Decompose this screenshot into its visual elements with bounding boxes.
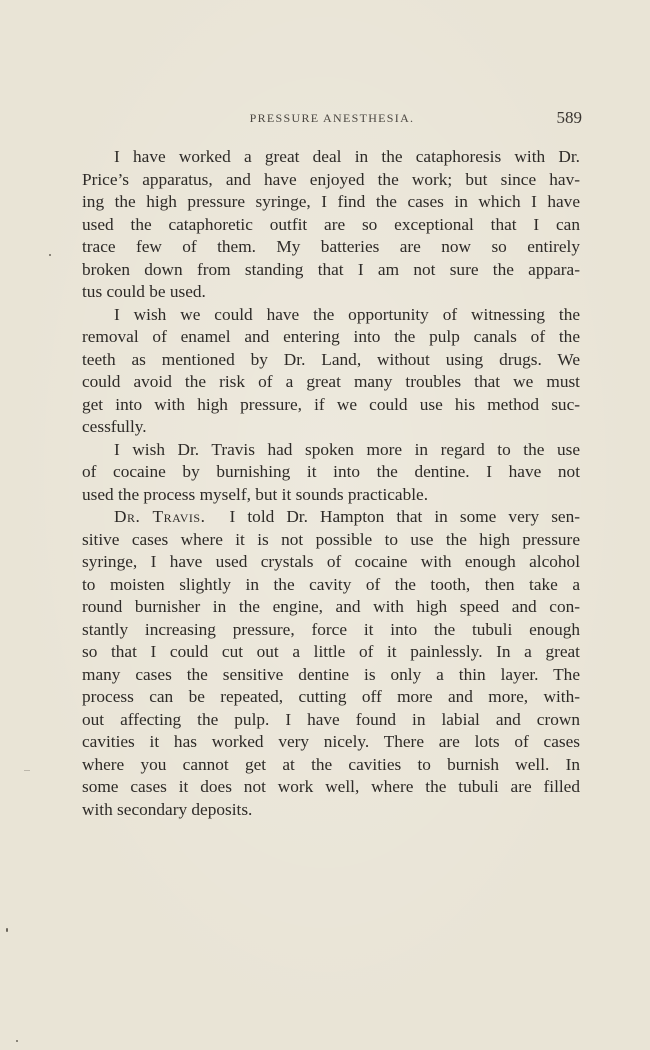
paragraph-4 <box>82 506 580 821</box>
text-line: many cases the sensitive dentine is only a thin layer. The <box>82 664 580 684</box>
running-title: PRESSURE ANESTHESIA. <box>249 111 415 125</box>
text-line: ing the high pressure syringe, I find the cases in which I have <box>82 192 580 211</box>
first-line-text: I told Dr. Hampton that in some very sen- <box>229 507 580 526</box>
text-line: I have worked a great deal in the cataphoresis with Dr. <box>114 147 580 166</box>
paper-speck <box>49 254 51 256</box>
paragraph-2 <box>82 304 580 439</box>
text-line: I wish we could have the opportunity of witnessing the <box>114 304 580 324</box>
text-line: sitive cases where it is not possible to use the high pressure <box>82 529 580 549</box>
text-line: to moisten slightly in the cavity of the tooth, then take a <box>82 574 580 594</box>
paper-speck <box>16 1040 18 1042</box>
text-line: where you cannot get at the cavities to burnish well. In <box>82 754 580 774</box>
text-line: cessfully. <box>82 417 147 436</box>
text-line <box>82 506 580 529</box>
paragraph-1 <box>82 146 580 304</box>
text-line: so that I could cut out a little of it painlessly. In a great <box>82 642 580 661</box>
body-text <box>82 146 580 821</box>
text-line: stantly increasing pressure, force it into the tubuli enough <box>82 619 580 639</box>
page-number: 589 <box>556 108 582 127</box>
text-line: with secondary deposits. <box>82 799 253 819</box>
text-line: used the cataphoretic outfit are so exceptional that I can <box>82 214 580 234</box>
running-head <box>82 108 582 130</box>
paragraph-3 <box>82 439 580 507</box>
text-line: out affecting the pulp. I have found in labial and crown <box>82 709 580 729</box>
text-line: broken down from standing that I am not sure the appara- <box>82 259 580 279</box>
text-line: Price’s apparatus, and have enjoyed the work; but since hav- <box>82 169 580 189</box>
text-line: cavities it has worked very nicely. There are lots of cases <box>82 732 580 751</box>
text-line: of cocaine by burnishing it into the dentine. I have not <box>82 462 580 481</box>
text-line: some cases it does not work well, where the tubuli are filled <box>82 777 580 796</box>
text-line: process can be repeated, cutting off more and more, with- <box>82 687 580 706</box>
text-line: round burnisher in the engine, and with high speed and con- <box>82 597 580 616</box>
text-line: could avoid the risk of a great many troubles that we must <box>82 372 580 391</box>
paper-speck <box>6 928 8 932</box>
text-line: trace few of them. My batteries are now so entirely <box>82 237 580 256</box>
text-line: syringe, I have used crystals of cocaine with enough alcohol <box>82 552 580 571</box>
text-line: get into with high pressure, if we could use his method suc- <box>82 394 580 414</box>
text-line: removal of enamel and entering into the pulp canals of the <box>82 327 580 346</box>
text-line: I wish Dr. Travis had spoken more in regard to the use <box>114 439 580 459</box>
text-line: tus could be used. <box>82 282 206 301</box>
speaker-name: Dr. Travis. <box>114 507 206 526</box>
paper-speck <box>24 770 30 771</box>
text-line: used the process myself, but it sounds practicable. <box>82 484 429 504</box>
text-line: teeth as mentioned by Dr. Land, without using drugs. We <box>82 349 580 369</box>
